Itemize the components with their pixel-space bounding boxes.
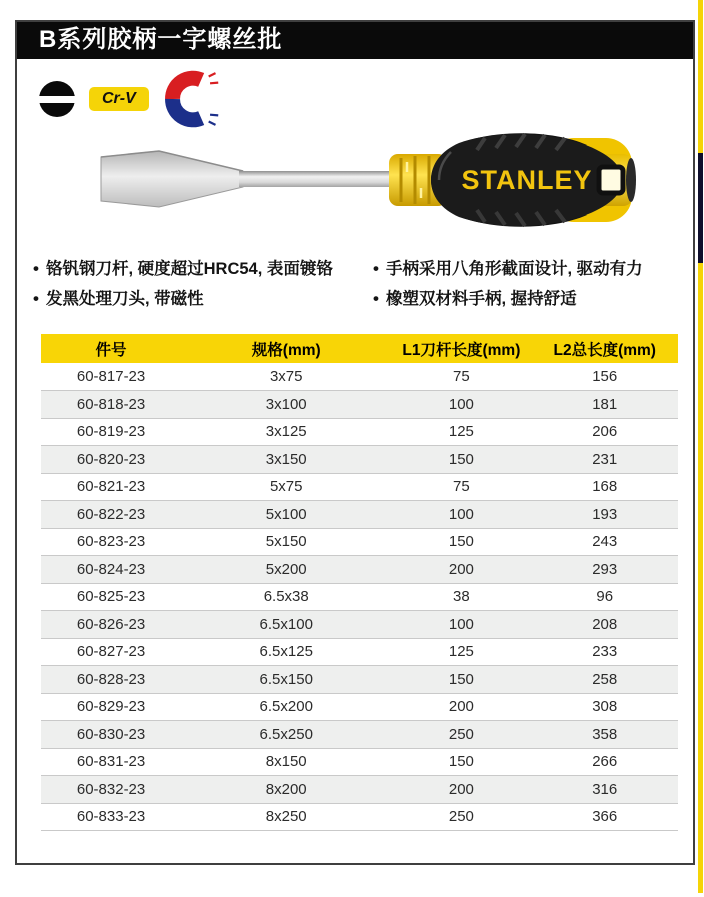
table-row <box>41 693 678 721</box>
product-image-screwdriver <box>93 126 638 238</box>
page-title: B系列胶柄一字螺丝批 <box>17 22 693 59</box>
header-l1-length: L1刀杆长度(mm) <box>391 334 531 363</box>
table-row <box>41 583 678 611</box>
spec-table-body <box>41 363 678 831</box>
feature-item: • 铬钒钢刀杆, 硬度超过HRC54, 表面镀铬 <box>33 254 359 284</box>
cell-spec: 8x150 <box>181 748 391 776</box>
table-row <box>41 611 678 639</box>
spec-table-header <box>41 334 678 363</box>
cell-l1-length: 125 <box>391 638 531 666</box>
table-row <box>41 528 678 556</box>
cell-spec: 3x100 <box>181 391 391 419</box>
cell-l1-length: 200 <box>391 556 531 584</box>
header-spec: 规格(mm) <box>181 334 391 363</box>
cell-spec: 6.5x38 <box>181 583 391 611</box>
cell-spec: 6.5x200 <box>181 693 391 721</box>
table-row <box>41 803 678 831</box>
feature-column-right <box>359 254 685 314</box>
feature-item: • 发黑处理刀头, 带磁性 <box>33 284 359 314</box>
cell-part-number: 60-833-23 <box>41 803 181 831</box>
cell-l1-length: 150 <box>391 666 531 694</box>
cell-l2-length: 316 <box>531 776 678 804</box>
cell-part-number: 60-817-23 <box>41 363 181 391</box>
cell-l1-length: 200 <box>391 693 531 721</box>
table-row <box>41 418 678 446</box>
cell-l2-length: 266 <box>531 748 678 776</box>
cell-l1-length: 250 <box>391 803 531 831</box>
cell-part-number: 60-820-23 <box>41 446 181 474</box>
table-row <box>41 501 678 529</box>
table-row <box>41 473 678 501</box>
cell-l2-length: 231 <box>531 446 678 474</box>
header-l2-length: L2总长度(mm) <box>531 334 678 363</box>
cell-l2-length: 168 <box>531 473 678 501</box>
feature-badges <box>39 68 223 130</box>
page-edge-strip <box>698 0 703 893</box>
cell-part-number: 60-823-23 <box>41 528 181 556</box>
feature-column-left <box>33 254 359 314</box>
brand-label: STANLEY <box>461 165 593 195</box>
cell-l2-length: 243 <box>531 528 678 556</box>
cell-spec: 3x125 <box>181 418 391 446</box>
cell-spec: 6.5x100 <box>181 611 391 639</box>
table-row <box>41 391 678 419</box>
magnet-icon <box>163 69 223 129</box>
cell-l1-length: 38 <box>391 583 531 611</box>
cell-l2-length: 293 <box>531 556 678 584</box>
cell-part-number: 60-830-23 <box>41 721 181 749</box>
cell-spec: 5x150 <box>181 528 391 556</box>
cell-spec: 5x100 <box>181 501 391 529</box>
cell-l1-length: 100 <box>391 391 531 419</box>
cell-spec: 6.5x125 <box>181 638 391 666</box>
cell-spec: 5x75 <box>181 473 391 501</box>
cell-spec: 8x200 <box>181 776 391 804</box>
cell-l2-length: 258 <box>531 666 678 694</box>
cell-l1-length: 150 <box>391 748 531 776</box>
feature-item: • 手柄采用八角形截面设计, 驱动有力 <box>373 254 685 284</box>
cell-part-number: 60-824-23 <box>41 556 181 584</box>
cell-l2-length: 206 <box>531 418 678 446</box>
cell-spec: 5x200 <box>181 556 391 584</box>
cell-spec: 6.5x250 <box>181 721 391 749</box>
feature-item: • 橡塑双材料手柄, 握持舒适 <box>373 284 685 314</box>
cell-l2-length: 193 <box>531 501 678 529</box>
cell-spec: 3x150 <box>181 446 391 474</box>
spec-table <box>41 334 678 831</box>
cell-part-number: 60-822-23 <box>41 501 181 529</box>
cell-l2-length: 366 <box>531 803 678 831</box>
crv-badge: Cr-V <box>89 87 149 111</box>
table-row <box>41 776 678 804</box>
cell-spec: 3x75 <box>181 363 391 391</box>
slotted-tip-icon <box>39 81 75 117</box>
cell-l1-length: 250 <box>391 721 531 749</box>
content-box <box>15 20 695 865</box>
cell-l1-length: 75 <box>391 473 531 501</box>
cell-l2-length: 181 <box>531 391 678 419</box>
header-part-number: 件号 <box>41 334 181 363</box>
cell-l1-length: 150 <box>391 528 531 556</box>
cell-part-number: 60-831-23 <box>41 748 181 776</box>
cell-l1-length: 100 <box>391 501 531 529</box>
table-row <box>41 666 678 694</box>
cell-l2-length: 358 <box>531 721 678 749</box>
cell-l1-length: 75 <box>391 363 531 391</box>
feature-list <box>33 254 685 314</box>
table-row <box>41 363 678 391</box>
cell-l1-length: 150 <box>391 446 531 474</box>
cell-part-number: 60-829-23 <box>41 693 181 721</box>
cell-spec: 8x250 <box>181 803 391 831</box>
cell-l2-length: 208 <box>531 611 678 639</box>
cell-l1-length: 200 <box>391 776 531 804</box>
table-row <box>41 556 678 584</box>
cell-l1-length: 100 <box>391 611 531 639</box>
cell-part-number: 60-825-23 <box>41 583 181 611</box>
cell-part-number: 60-827-23 <box>41 638 181 666</box>
cell-part-number: 60-821-23 <box>41 473 181 501</box>
cell-l2-length: 308 <box>531 693 678 721</box>
cell-part-number: 60-818-23 <box>41 391 181 419</box>
cell-l2-length: 96 <box>531 583 678 611</box>
table-row <box>41 638 678 666</box>
cell-part-number: 60-826-23 <box>41 611 181 639</box>
table-row <box>41 446 678 474</box>
page-edge-strip-dark-segment <box>698 153 703 263</box>
cell-part-number: 60-828-23 <box>41 666 181 694</box>
table-row <box>41 748 678 776</box>
table-row <box>41 721 678 749</box>
cell-spec: 6.5x150 <box>181 666 391 694</box>
cell-l2-length: 233 <box>531 638 678 666</box>
cell-part-number: 60-819-23 <box>41 418 181 446</box>
cell-part-number: 60-832-23 <box>41 776 181 804</box>
cell-l1-length: 125 <box>391 418 531 446</box>
cell-l2-length: 156 <box>531 363 678 391</box>
